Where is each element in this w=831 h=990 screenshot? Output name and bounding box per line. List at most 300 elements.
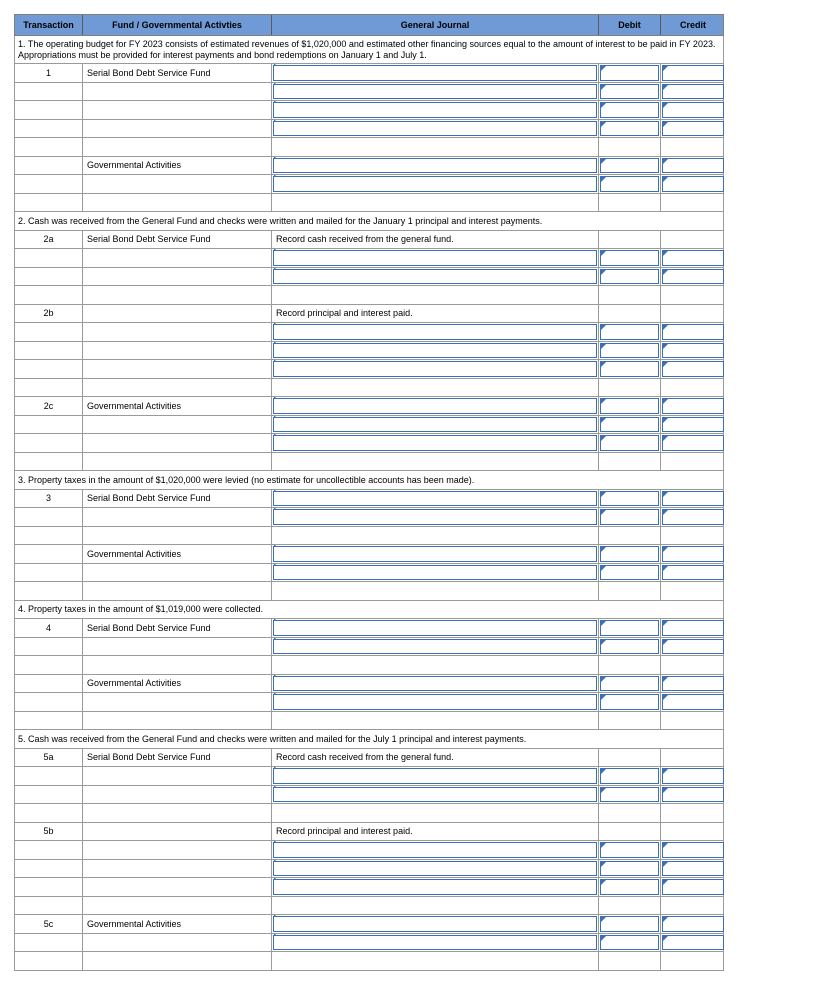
credit-cell[interactable] bbox=[661, 860, 725, 878]
dropdown-indicator-icon bbox=[663, 843, 668, 848]
debit-cell[interactable] bbox=[599, 878, 661, 896]
journal-account-cell[interactable] bbox=[272, 915, 599, 933]
dropdown-indicator-icon bbox=[663, 251, 668, 256]
credit-cell[interactable] bbox=[661, 416, 725, 434]
dropdown-indicator-icon bbox=[663, 362, 668, 367]
credit-input[interactable] bbox=[662, 435, 724, 451]
debit-cell[interactable] bbox=[599, 638, 661, 656]
debit-cell[interactable] bbox=[599, 619, 661, 637]
debit-input[interactable] bbox=[600, 546, 659, 562]
account-select[interactable] bbox=[273, 269, 597, 285]
fund-label bbox=[83, 64, 272, 82]
fund-label bbox=[83, 379, 272, 397]
journal-account-cell[interactable] bbox=[272, 675, 599, 693]
dropdown-indicator-icon bbox=[601, 362, 606, 367]
transaction-number bbox=[15, 841, 83, 859]
dropdown-indicator-icon bbox=[663, 510, 668, 515]
credit-input[interactable] bbox=[662, 343, 724, 359]
table-row bbox=[14, 268, 724, 287]
debit-input[interactable] bbox=[600, 509, 659, 525]
credit-cell[interactable] bbox=[661, 545, 725, 563]
credit-cell[interactable] bbox=[661, 675, 725, 693]
credit-cell[interactable] bbox=[661, 915, 725, 933]
dropdown-indicator-icon bbox=[274, 342, 279, 354]
credit-cell[interactable] bbox=[661, 564, 725, 582]
journal-account-cell[interactable] bbox=[272, 508, 599, 526]
table-row bbox=[14, 508, 724, 527]
debit-input[interactable] bbox=[600, 250, 659, 266]
dropdown-indicator-icon bbox=[601, 177, 606, 182]
fund-label bbox=[83, 564, 272, 582]
table-row bbox=[14, 675, 724, 694]
credit-input[interactable] bbox=[662, 121, 724, 137]
account-select[interactable] bbox=[273, 361, 597, 377]
credit-input[interactable] bbox=[662, 694, 724, 710]
transaction-number bbox=[15, 638, 83, 656]
credit-cell[interactable] bbox=[661, 101, 725, 119]
journal-account-cell[interactable] bbox=[272, 83, 599, 101]
credit-input[interactable] bbox=[662, 269, 724, 285]
account-select[interactable] bbox=[273, 435, 597, 451]
debit-input[interactable] bbox=[600, 65, 659, 81]
dropdown-indicator-icon bbox=[274, 83, 279, 95]
journal-account-cell[interactable] bbox=[272, 767, 599, 785]
debit-cell[interactable] bbox=[599, 860, 661, 878]
dropdown-indicator-icon bbox=[663, 695, 668, 700]
credit-input[interactable] bbox=[662, 842, 724, 858]
transaction-number: 3 bbox=[15, 490, 83, 508]
table-header bbox=[14, 14, 724, 36]
transaction-number bbox=[15, 138, 83, 156]
fund-label bbox=[83, 434, 272, 452]
journal-account-cell[interactable] bbox=[272, 120, 599, 138]
dropdown-indicator-icon bbox=[663, 344, 668, 349]
debit-input[interactable] bbox=[600, 176, 659, 192]
fund-label bbox=[83, 693, 272, 711]
fund-label bbox=[83, 878, 272, 896]
credit-input[interactable] bbox=[662, 84, 724, 100]
journal-account-cell[interactable] bbox=[272, 860, 599, 878]
credit-input[interactable] bbox=[662, 250, 724, 266]
journal-account-cell[interactable] bbox=[272, 878, 599, 896]
credit-cell[interactable] bbox=[661, 64, 725, 82]
journal-account-cell[interactable] bbox=[272, 841, 599, 859]
dropdown-indicator-icon bbox=[274, 157, 279, 169]
dropdown-indicator-icon bbox=[663, 769, 668, 774]
fund-label bbox=[83, 360, 272, 378]
dropdown-indicator-icon bbox=[663, 677, 668, 682]
credit-input[interactable] bbox=[662, 361, 724, 377]
account-select[interactable] bbox=[273, 546, 597, 562]
account-select[interactable] bbox=[273, 676, 597, 692]
fund-name: Serial Bond Debt Service Fund bbox=[87, 67, 211, 78]
debit-cell bbox=[599, 804, 661, 822]
debit-cell bbox=[599, 305, 661, 323]
table-row bbox=[14, 434, 724, 453]
debit-cell[interactable] bbox=[599, 934, 661, 952]
credit-input[interactable] bbox=[662, 676, 724, 692]
dropdown-indicator-icon bbox=[601, 159, 606, 164]
journal-account-cell[interactable] bbox=[272, 934, 599, 952]
debit-input[interactable] bbox=[600, 935, 659, 951]
dropdown-indicator-icon bbox=[274, 564, 279, 576]
credit-cell[interactable] bbox=[661, 157, 725, 175]
credit-input[interactable] bbox=[662, 620, 724, 636]
debit-input[interactable] bbox=[600, 102, 659, 118]
entry-description: Record principal and interest paid. bbox=[276, 308, 413, 319]
dropdown-indicator-icon bbox=[601, 122, 606, 127]
dropdown-indicator-icon bbox=[663, 103, 668, 108]
journal-account-cell[interactable] bbox=[272, 323, 599, 341]
debit-input[interactable] bbox=[600, 324, 659, 340]
journal-account-cell[interactable] bbox=[272, 638, 599, 656]
dropdown-indicator-icon bbox=[601, 769, 606, 774]
fund-label bbox=[83, 508, 272, 526]
credit-cell[interactable] bbox=[661, 268, 725, 286]
dropdown-indicator-icon bbox=[601, 85, 606, 90]
credit-cell[interactable] bbox=[661, 508, 725, 526]
credit-cell[interactable] bbox=[661, 360, 725, 378]
journal-account-cell[interactable] bbox=[272, 268, 599, 286]
transaction-number bbox=[15, 416, 83, 434]
transaction-number bbox=[15, 786, 83, 804]
transaction-number: 2c bbox=[15, 397, 83, 415]
debit-cell[interactable] bbox=[599, 564, 661, 582]
credit-cell[interactable] bbox=[661, 619, 725, 637]
table-row bbox=[14, 379, 724, 398]
debit-input[interactable] bbox=[600, 787, 659, 803]
debit-cell[interactable] bbox=[599, 675, 661, 693]
debit-cell[interactable] bbox=[599, 175, 661, 193]
credit-cell[interactable] bbox=[661, 490, 725, 508]
journal-account-cell[interactable] bbox=[272, 619, 599, 637]
debit-input[interactable] bbox=[600, 361, 659, 377]
debit-input[interactable] bbox=[600, 343, 659, 359]
debit-cell bbox=[599, 952, 661, 970]
entry-description: Record principal and interest paid. bbox=[276, 826, 413, 837]
debit-cell[interactable] bbox=[599, 101, 661, 119]
debit-cell[interactable] bbox=[599, 83, 661, 101]
credit-input[interactable] bbox=[662, 158, 724, 174]
dropdown-indicator-icon bbox=[663, 66, 668, 71]
debit-input[interactable] bbox=[600, 639, 659, 655]
dropdown-indicator-icon bbox=[601, 917, 606, 922]
account-select[interactable] bbox=[273, 916, 597, 932]
fund-label bbox=[83, 934, 272, 952]
account-select[interactable] bbox=[273, 768, 597, 784]
debit-cell[interactable] bbox=[599, 360, 661, 378]
debit-cell[interactable] bbox=[599, 268, 661, 286]
credit-cell bbox=[661, 194, 725, 212]
header-credit: Credit bbox=[679, 20, 706, 30]
credit-input[interactable] bbox=[662, 102, 724, 118]
header-transaction: Transaction bbox=[15, 15, 83, 35]
credit-cell[interactable] bbox=[661, 767, 725, 785]
journal-account-cell[interactable] bbox=[272, 101, 599, 119]
credit-input[interactable] bbox=[662, 935, 724, 951]
table-row bbox=[14, 138, 724, 157]
account-select[interactable] bbox=[273, 398, 597, 414]
journal-account-cell bbox=[272, 582, 599, 600]
fund-name: Governmental Activities bbox=[87, 918, 182, 929]
credit-input[interactable] bbox=[662, 491, 724, 507]
dropdown-indicator-icon bbox=[274, 64, 279, 76]
journal-account-cell[interactable] bbox=[272, 416, 599, 434]
debit-cell[interactable] bbox=[599, 157, 661, 175]
account-select[interactable] bbox=[273, 639, 597, 655]
credit-input[interactable] bbox=[662, 768, 724, 784]
debit-input[interactable] bbox=[600, 435, 659, 451]
credit-input[interactable] bbox=[662, 787, 724, 803]
account-select[interactable] bbox=[273, 84, 597, 100]
table-row bbox=[14, 860, 724, 879]
debit-input[interactable] bbox=[600, 121, 659, 137]
debit-cell bbox=[599, 286, 661, 304]
table-row bbox=[14, 638, 724, 657]
journal-account-cell[interactable] bbox=[272, 397, 599, 415]
account-select[interactable] bbox=[273, 879, 597, 895]
journal-account-cell[interactable] bbox=[272, 490, 599, 508]
debit-input[interactable] bbox=[600, 879, 659, 895]
debit-cell[interactable] bbox=[599, 249, 661, 267]
fund-label bbox=[83, 305, 272, 323]
debit-input[interactable] bbox=[600, 565, 659, 581]
dropdown-indicator-icon bbox=[601, 621, 606, 626]
credit-input[interactable] bbox=[662, 861, 724, 877]
debit-input[interactable] bbox=[600, 842, 659, 858]
debit-cell bbox=[599, 712, 661, 730]
transaction-narrative: 4. Property taxes in the amount of $1,019,000 were collected. bbox=[14, 601, 724, 620]
table-row bbox=[14, 64, 724, 83]
fund-label bbox=[83, 101, 272, 119]
transaction-number: 2b bbox=[15, 305, 83, 323]
credit-cell[interactable] bbox=[661, 323, 725, 341]
fund-label bbox=[83, 675, 272, 693]
credit-input[interactable] bbox=[662, 639, 724, 655]
fund-label bbox=[83, 915, 272, 933]
account-select[interactable] bbox=[273, 787, 597, 803]
transaction-number bbox=[15, 897, 83, 915]
debit-input[interactable] bbox=[600, 861, 659, 877]
credit-input[interactable] bbox=[662, 565, 724, 581]
debit-cell[interactable] bbox=[599, 490, 661, 508]
debit-cell[interactable] bbox=[599, 434, 661, 452]
journal-account-cell bbox=[272, 194, 599, 212]
account-select[interactable] bbox=[273, 565, 597, 581]
credit-input[interactable] bbox=[662, 176, 724, 192]
credit-cell[interactable] bbox=[661, 120, 725, 138]
dropdown-indicator-icon bbox=[601, 270, 606, 275]
table-row bbox=[14, 157, 724, 176]
credit-cell[interactable] bbox=[661, 342, 725, 360]
credit-cell[interactable] bbox=[661, 786, 725, 804]
debit-cell[interactable] bbox=[599, 397, 661, 415]
debit-input[interactable] bbox=[600, 676, 659, 692]
table-row bbox=[14, 693, 724, 712]
dropdown-indicator-icon bbox=[274, 323, 279, 335]
journal-account-cell[interactable] bbox=[272, 64, 599, 82]
credit-input[interactable] bbox=[662, 509, 724, 525]
credit-cell bbox=[661, 379, 725, 397]
debit-input[interactable] bbox=[600, 491, 659, 507]
journal-account-cell[interactable] bbox=[272, 342, 599, 360]
dropdown-indicator-icon bbox=[601, 547, 606, 552]
account-select[interactable] bbox=[273, 694, 597, 710]
table-row bbox=[14, 416, 724, 435]
journal-account-cell[interactable] bbox=[272, 545, 599, 563]
debit-input[interactable] bbox=[600, 84, 659, 100]
account-select[interactable] bbox=[273, 620, 597, 636]
debit-cell bbox=[599, 823, 661, 841]
table-row bbox=[14, 804, 724, 823]
fund-name: Governmental Activities bbox=[87, 400, 182, 411]
dropdown-indicator-icon bbox=[601, 640, 606, 645]
debit-cell[interactable] bbox=[599, 915, 661, 933]
debit-cell[interactable] bbox=[599, 767, 661, 785]
credit-input[interactable] bbox=[662, 546, 724, 562]
credit-cell[interactable] bbox=[661, 693, 725, 711]
journal-account-cell bbox=[272, 897, 599, 915]
debit-cell[interactable] bbox=[599, 416, 661, 434]
debit-input[interactable] bbox=[600, 158, 659, 174]
transaction-number bbox=[15, 249, 83, 267]
account-select[interactable] bbox=[273, 65, 597, 81]
debit-cell[interactable] bbox=[599, 545, 661, 563]
table-row bbox=[14, 656, 724, 675]
dropdown-indicator-icon bbox=[274, 619, 279, 631]
debit-cell[interactable] bbox=[599, 786, 661, 804]
debit-cell[interactable] bbox=[599, 120, 661, 138]
account-select[interactable] bbox=[273, 121, 597, 137]
transaction-number bbox=[15, 268, 83, 286]
dropdown-indicator-icon bbox=[274, 416, 279, 428]
transaction-number bbox=[15, 545, 83, 563]
account-select[interactable] bbox=[273, 861, 597, 877]
dropdown-indicator-icon bbox=[274, 490, 279, 502]
journal-account-cell[interactable] bbox=[272, 360, 599, 378]
credit-cell[interactable] bbox=[661, 175, 725, 193]
credit-input[interactable] bbox=[662, 65, 724, 81]
dropdown-indicator-icon bbox=[601, 695, 606, 700]
debit-cell[interactable] bbox=[599, 323, 661, 341]
transaction-narrative: 5. Cash was received from the General Fund and checks were written and mailed for the July 1 principal and interest payments. bbox=[14, 730, 724, 749]
fund-label bbox=[83, 268, 272, 286]
transaction-number bbox=[15, 83, 83, 101]
credit-input[interactable] bbox=[662, 879, 724, 895]
credit-cell bbox=[661, 952, 725, 970]
dropdown-indicator-icon bbox=[274, 101, 279, 113]
credit-input[interactable] bbox=[662, 398, 724, 414]
debit-input[interactable] bbox=[600, 417, 659, 433]
account-select[interactable] bbox=[273, 102, 597, 118]
fund-name: Governmental Activities bbox=[87, 678, 182, 689]
debit-input[interactable] bbox=[600, 916, 659, 932]
dropdown-indicator-icon bbox=[274, 397, 279, 409]
dropdown-indicator-icon bbox=[601, 880, 606, 885]
account-select[interactable] bbox=[273, 343, 597, 359]
credit-cell[interactable] bbox=[661, 397, 725, 415]
dropdown-indicator-icon bbox=[601, 103, 606, 108]
table-row bbox=[14, 952, 724, 971]
debit-cell bbox=[599, 656, 661, 674]
credit-cell[interactable] bbox=[661, 638, 725, 656]
journal-account-cell[interactable] bbox=[272, 157, 599, 175]
transaction-number bbox=[15, 767, 83, 785]
debit-input[interactable] bbox=[600, 694, 659, 710]
transaction-number bbox=[15, 582, 83, 600]
account-select[interactable] bbox=[273, 842, 597, 858]
dropdown-indicator-icon bbox=[663, 492, 668, 497]
account-select[interactable] bbox=[273, 324, 597, 340]
fund-label bbox=[83, 194, 272, 212]
credit-cell[interactable] bbox=[661, 249, 725, 267]
account-select[interactable] bbox=[273, 417, 597, 433]
journal-account-cell[interactable] bbox=[272, 249, 599, 267]
dropdown-indicator-icon bbox=[274, 675, 279, 687]
debit-cell bbox=[599, 749, 661, 767]
account-select[interactable] bbox=[273, 491, 597, 507]
credit-input[interactable] bbox=[662, 417, 724, 433]
fund-label bbox=[83, 860, 272, 878]
transaction-number bbox=[15, 693, 83, 711]
account-select[interactable] bbox=[273, 158, 597, 174]
debit-input[interactable] bbox=[600, 620, 659, 636]
credit-cell[interactable] bbox=[661, 434, 725, 452]
debit-cell bbox=[599, 379, 661, 397]
table-row bbox=[14, 397, 724, 416]
debit-input[interactable] bbox=[600, 768, 659, 784]
dropdown-indicator-icon bbox=[601, 436, 606, 441]
credit-cell[interactable] bbox=[661, 934, 725, 952]
fund-name: Serial Bond Debt Service Fund bbox=[87, 234, 211, 245]
debit-cell[interactable] bbox=[599, 64, 661, 82]
transaction-number: 5b bbox=[15, 823, 83, 841]
account-select[interactable] bbox=[273, 509, 597, 525]
account-select[interactable] bbox=[273, 935, 597, 951]
debit-cell[interactable] bbox=[599, 841, 661, 859]
table-row bbox=[14, 823, 724, 842]
debit-cell[interactable] bbox=[599, 693, 661, 711]
dropdown-indicator-icon bbox=[601, 251, 606, 256]
dropdown-indicator-icon bbox=[663, 640, 668, 645]
credit-input[interactable] bbox=[662, 324, 724, 340]
journal-account-cell[interactable] bbox=[272, 564, 599, 582]
debit-cell bbox=[599, 194, 661, 212]
transaction-number bbox=[15, 175, 83, 193]
account-select[interactable] bbox=[273, 176, 597, 192]
fund-label bbox=[83, 841, 272, 859]
journal-account-cell[interactable] bbox=[272, 786, 599, 804]
account-select[interactable] bbox=[273, 250, 597, 266]
debit-cell[interactable] bbox=[599, 508, 661, 526]
journal-account-cell[interactable] bbox=[272, 434, 599, 452]
credit-cell[interactable] bbox=[661, 878, 725, 896]
transaction-number bbox=[15, 194, 83, 212]
credit-input[interactable] bbox=[662, 916, 724, 932]
transaction-number bbox=[15, 101, 83, 119]
debit-input[interactable] bbox=[600, 269, 659, 285]
table-row bbox=[14, 582, 724, 601]
credit-cell bbox=[661, 231, 725, 249]
credit-cell[interactable] bbox=[661, 83, 725, 101]
journal-account-cell[interactable] bbox=[272, 693, 599, 711]
credit-cell[interactable] bbox=[661, 841, 725, 859]
table-row bbox=[14, 767, 724, 786]
table-row bbox=[14, 305, 724, 324]
debit-cell[interactable] bbox=[599, 342, 661, 360]
debit-input[interactable] bbox=[600, 398, 659, 414]
journal-account-cell[interactable] bbox=[272, 175, 599, 193]
